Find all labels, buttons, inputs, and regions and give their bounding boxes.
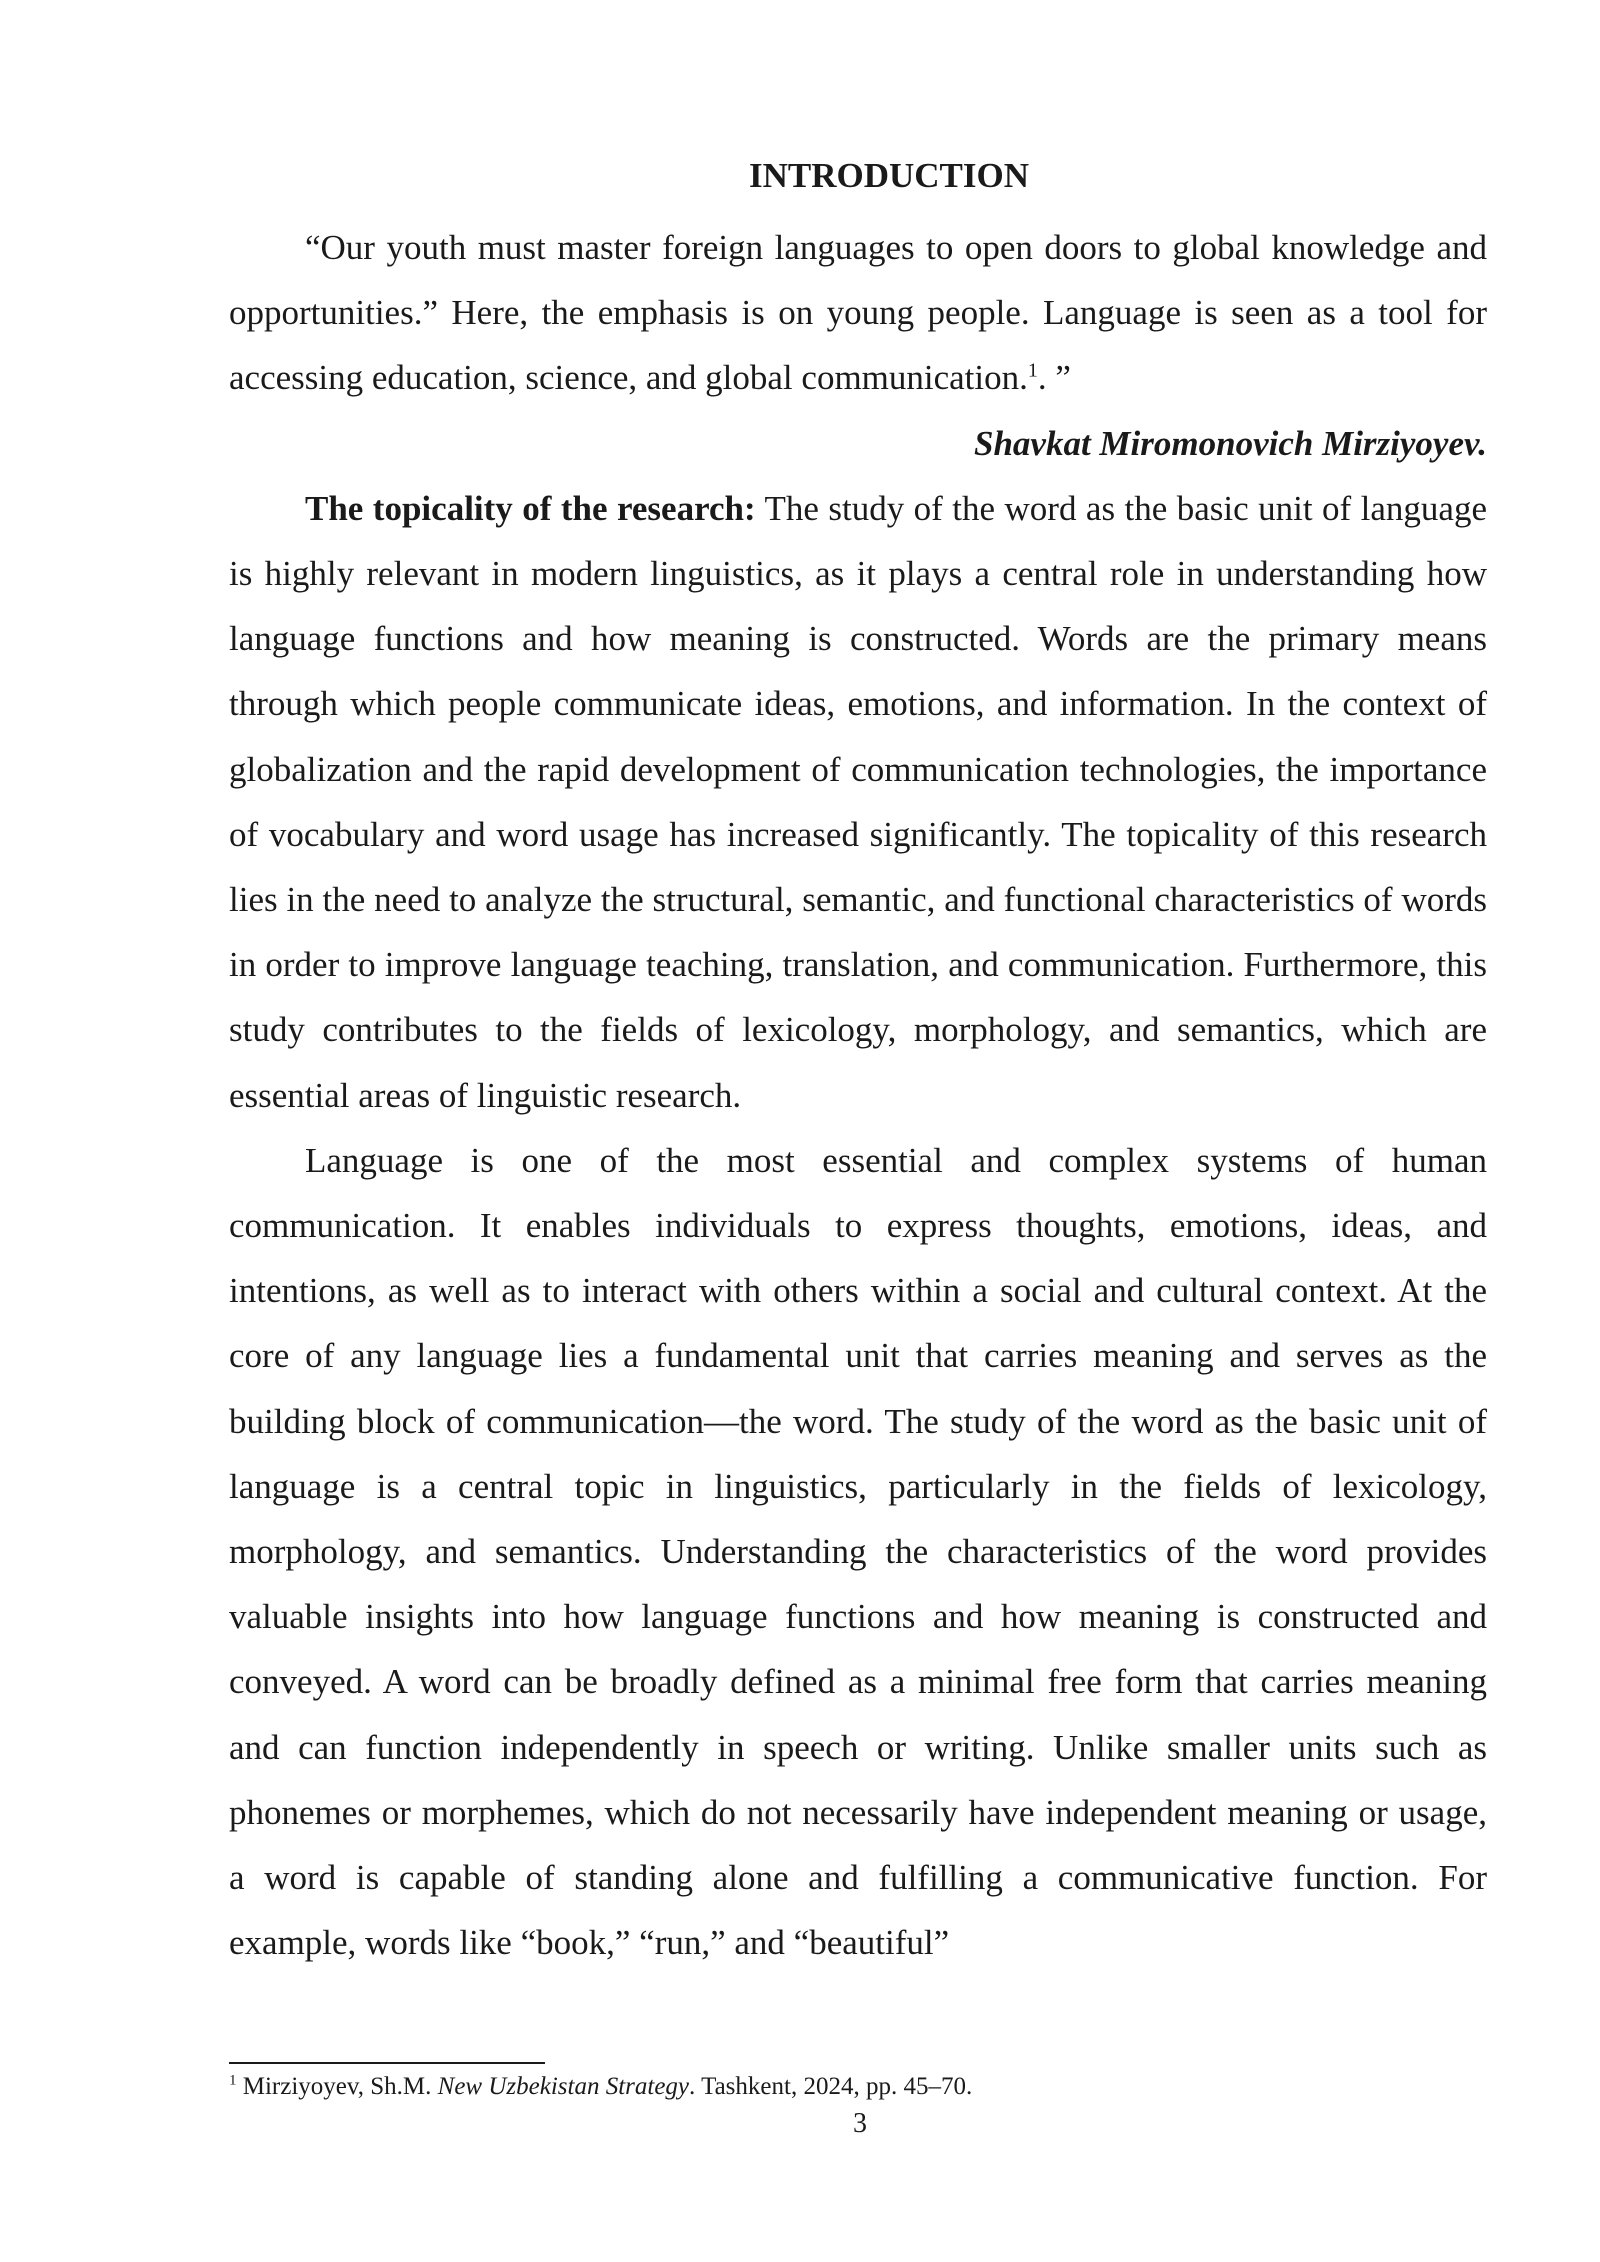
epigraph-closing: . ” (1037, 358, 1071, 398)
footnote-divider (229, 2062, 545, 2064)
body-paragraph: Language is one of the most essential and complex systems of human communication. It enables individuals to express thoughts, emotions, ideas, and intentions, as well as to interact with others within a social and cultural context. At the core of any language lies a fundamental unit that carries meaning and serves as the building block of communication—the word. The study of the word as the basic unit of language is a central topic in linguistics, particularly in the fields of lexicology, morphology, and semantics. Understanding the characteristics of the word provides valuable insights into how language functions and how meaning is constructed and conveyed. A word can be broadly defined as a minimal free form that carries meaning and can function independently in speech or writing. Unlike smaller units such as phonemes or morphemes, which do not necessarily have independent meaning or usage, a word is capable of standing alone and fulfilling a communicative function. For example, words like “book,” “run,” and “beautiful” (229, 1140, 1487, 1963)
epigraph-text: “Our youth must master foreign languages to open doors to global knowledge and opportunities.” Here, the emphasis is on young people. Language is seen as a tool for accessing education, science, and global communication. (229, 228, 1487, 398)
topicality-text: The study of the word as the basic unit of language is highly relevant in modern linguistics, as it plays a central role in understanding how language functions and how meaning is constructed. Words are the primary means through which people communicate ideas, emotions, and information. In the context of globalization and the rapid development of communication technologies, the importance of vocabulary and word usage has increased significantly. The topicality of this research lies in the need to analyze the structural, semantic, and functional characteristics of words in order to improve language teaching, translation, and communication. Furthermore, this study contributes to the fields of lexicology, morphology, and semantics, which are essential areas of linguistic research. (229, 488, 1487, 1115)
footnote-title: New Uzbekistan Strategy (437, 2073, 690, 2100)
document-body (229, 150, 1487, 1975)
footnote-author: Mirziyoyev, Sh.M. (236, 2073, 438, 2100)
footnote (229, 2070, 972, 2104)
topicality-lead: The topicality of the research: (305, 488, 756, 528)
footnote-marker: 1 (229, 2072, 237, 2089)
page-number: 3 (853, 2108, 867, 2139)
epigraph-quote (229, 215, 1487, 411)
topicality-paragraph (229, 476, 1487, 1128)
footnote-reference[interactable]: 1 (1027, 359, 1038, 382)
epigraph-signature: Shavkat Miromonovich Mirziyoyev. (973, 423, 1487, 463)
footnote-details: . Tashkent, 2024, pp. 45–70. (689, 2073, 973, 2100)
page-title: INTRODUCTION (748, 156, 1030, 195)
